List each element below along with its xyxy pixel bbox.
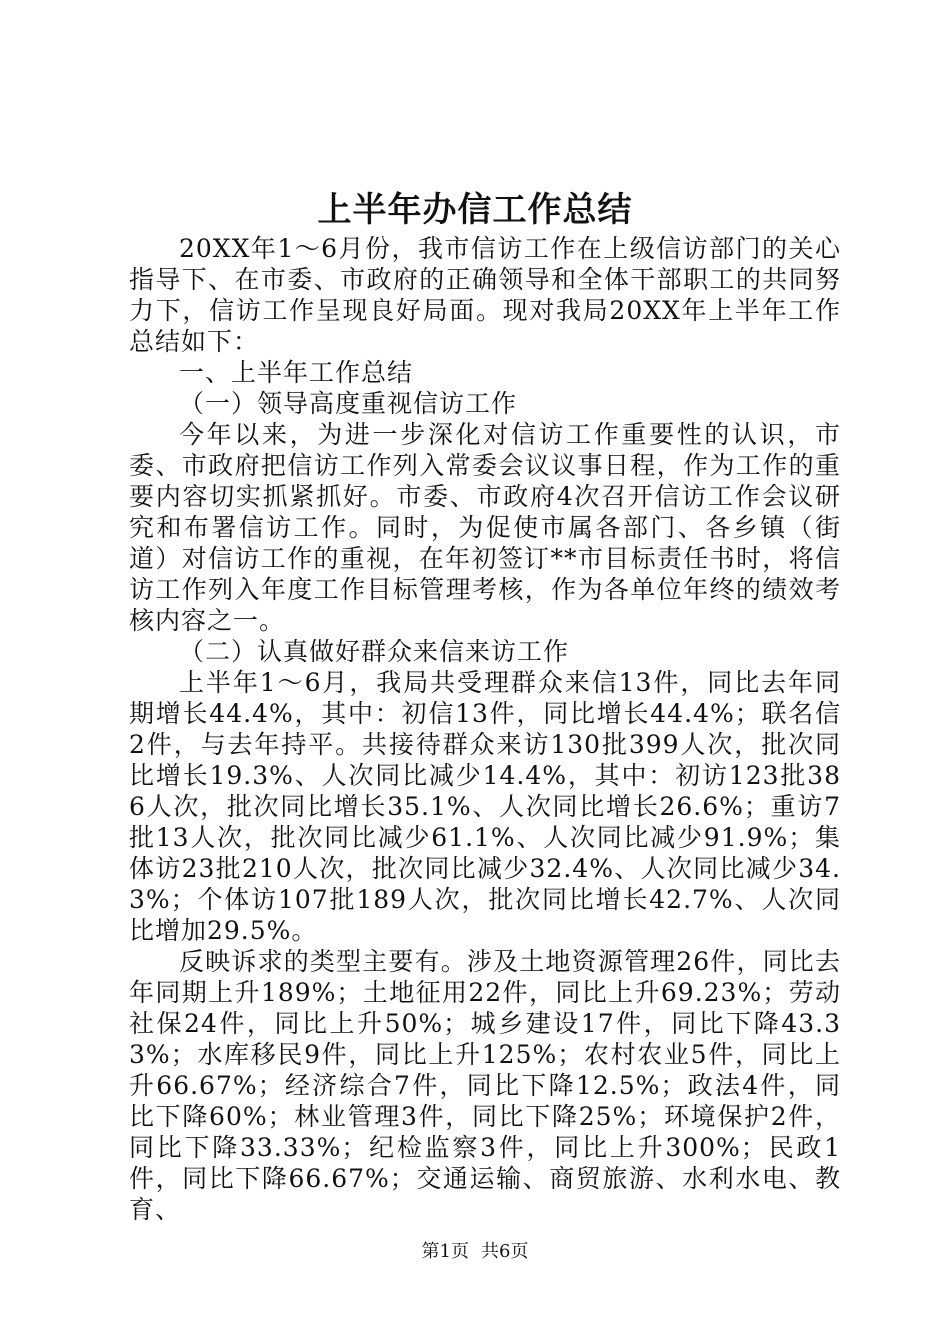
document-body bbox=[129, 233, 841, 1225]
page-footer bbox=[0, 1240, 950, 1264]
appeal-types-paragraph: 反映诉求的类型主要有。涉及土地资源管理26件，同比去年同期上升189%；土地征用22件，同比上升69.23%；劳动社保24件，同比上升50%；城乡建设17件，同比下降43.33%；水库移民9件，同比上升125%；农村农业5件，同比上升66.67%；经济综合7件，同比下降12.5%；政法4件，同比下降60%；林业管理3件，同比下降25%；环境保护2件，同比下降33.33%；纪检监察3件，同比上升300%；民政1件，同比下降66.67%；交通运输、商贸旅游、水利水电、教育、 bbox=[129, 947, 841, 1224]
section-heading-1: 一、上半年工作总结 bbox=[179, 358, 414, 387]
page-number: 第1页 bbox=[421, 1241, 469, 1262]
document-title: 上半年办信工作总结 bbox=[317, 190, 633, 230]
letters-visits-paragraph: 上半年1～6月，我局共受理群众来信13件，同比去年同期增长44.4%，其中：初信13件，同比增长44.4%；联名信2件，与去年持平。共接待群众来访130批399人次，批次同比增长19.3%、人次同比减少14.4%，其中：初访123批386人次，批次同比增长35.1%、人次同比增长26.6%；重访7批13人次，批次同比减少61.1%、人次同比减少91.9%；集体访23批210人次，批次同比减少32.4%、人次同比减少34.3%；个体访107批189人次，批次同比增长42.7%、人次同比增加29.5%。 bbox=[129, 668, 841, 945]
intro-paragraph: 20XX年1～6月份，我市信访工作在上级信访部门的关心指导下、在市委、市政府的正确领导和全体干部职工的共同努力下，信访工作呈现良好局面。现对我局20XX年上半年工作总结如下： bbox=[129, 234, 841, 356]
subsection-heading-1: （一）领导高度重视信访工作 bbox=[179, 389, 518, 418]
subsection-heading-2: （二）认真做好群众来信来访工作 bbox=[179, 637, 570, 666]
leadership-paragraph: 今年以来，为进一步深化对信访工作重要性的认识，市委、市政府把信访工作列入常委会议议事日程，作为工作的重要内容切实抓紧抓好。市委、市政府4次召开信访工作会议研究和布署信访工作。同时，为促使市属各部门、各乡镇（街道）对信访工作的重视，在年初签订**市目标责任书时，将信访工作列入年度工作目标管理考核，作为各单位年终的绩效考核内容之一。 bbox=[129, 420, 841, 635]
page-total: 共6页 bbox=[481, 1241, 529, 1262]
